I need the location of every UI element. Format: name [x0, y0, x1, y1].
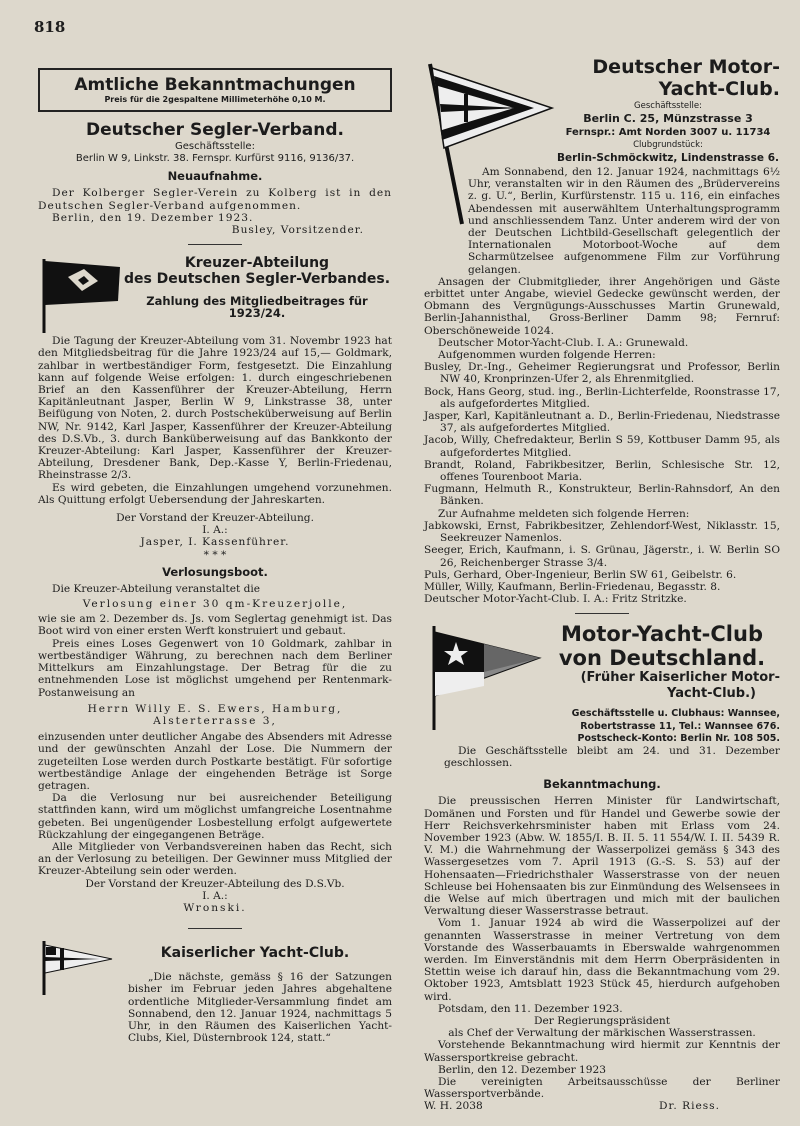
myc-text-1: Die preussischen Herren Minister für Landwirtschaft, Domänen und Forsten und für Handel und Gewerbe sowie der Herr Reichsverkehrsminister haben mit Erlass vom 24. November 1923 (Abw. W. 1855/I. B. II. 5. 11 554/W. I. II. 5439 R. V. M.) die Wahrnehmung der Wasserpolizei gemäss § 343 des Wassergesetzes vom 7. April 1913 (G.-S. S. 53) auf der Hohensaaten—Friedrichsthaler Wasserstrasse von der neuen Schleuse bei Hohensaaten bis zur Einmündung des Welsensees in die Welse auf mich übertragen und mich mit der baulichen Verwaltung dieser Wasserstrasse betraut.	[424, 795, 780, 918]
kreuzer-ia: I. A.:	[202, 524, 228, 537]
dmyc-club-label: Clubgrundstück:	[633, 140, 703, 151]
admitted-item: Jasper, Karl, Kapitänleutnant a. D., Berlin-Friedenau, Niedstrasse 37, als aufgefordertes Mitglied.	[424, 410, 780, 435]
kreuzer-subtitle: Zahlung des Mitgliedbeitrages für 1923/24.	[146, 294, 368, 321]
kreuzer-title-1: Kreuzer-Abteilung	[184, 255, 330, 272]
verlosung-ia: I. A.:	[202, 889, 228, 902]
dmyc-club-address: Berlin-Schmöckwitz, Lindenstrasse 6.	[556, 152, 779, 165]
left-column	[38, 68, 392, 1044]
myc-postcheck: Postscheck-Konto: Berlin Nr. 108 505.	[577, 732, 780, 744]
myc-header	[424, 622, 780, 745]
kreuzer-text-1: Die Tagung der Kreuzer-Abteilung vom 31. Novembr 1923 hat den Mitgliedsbeitrag für die Jahre 1923/24 auf 15,— Goldmark, zahlbar in wertbeständiger Form, festgesetzt. Die Einzahlung kann auf folgende Weise erfolgen: 1. durch eingeschriebenen Brief an den Kassenführer der Kreuzer-Abteilung, Herrn Kapitänleutnant Jasper, Berlin W 9, Linkstrasse 38, unter Beifügung von Noten, 2. durch Postscheküberweisung auf Berlin NW, Nr. 9142, Karl Jasper, Kassenführer der Kreuzer-Abteilung des D.S.Vb., 3. durch Banküberweisung auf das Bankkonto der Kreuzer-Abteilung: Karl Jasper, Kassenführer der Kreuzer-Abteilung, Dresdener Bank, Dep.-Kasse Y, Berlin-Friedenau, Rheinstrasse 2/3.	[38, 335, 392, 482]
myc-closed: Die Geschäftsstelle bleibt am 24. und 31. Dezember geschlossen.	[444, 744, 780, 770]
dmyc-sign-2: Deutscher Motor-Yacht-Club. I. A.: Fritz Stritzke.	[424, 593, 687, 606]
verlosung-signature: Wronski.	[183, 901, 247, 914]
neuaufnahme-heading: Neuaufnahme.	[167, 169, 263, 184]
myc-text-3: Vorstehende Bekanntmachung wird hiermit zur Kenntnis der Wassersportkreise gebracht.	[424, 1039, 780, 1064]
kaiserlicher-flag-icon	[38, 937, 118, 997]
myc-date-2: Berlin, den 12. Dezember 1923	[438, 1063, 607, 1076]
kaiserlicher-title: Kaiserlicher Yacht-Club.	[160, 945, 350, 962]
dmyc-text-1: Am Sonnabend, den 12. Januar 1924, nachmittags 6½ Uhr, veranstalten wir in den Räumen des „Brüdervereins z. g. U.“, Berlin, Kurfürstenstr. 115 u. 116, ein einfaches Abendessen mit auserwähltem Unterhaltungsprogramm und anschliessendem Tanz. Unter anderem wird der von der Deutschen Lichtbild-Gesellschaft gelegentlich der Internationalen Motorboot-Woche auf dem Scharmützelsee aufgenommene Film zur Vorführung gelangen.	[468, 166, 780, 276]
myc-signature: Dr. Riess.	[658, 1100, 720, 1113]
myc-office: Geschäftsstelle u. Clubhaus: Wannsee,	[571, 708, 780, 720]
myc-authority-2: als Chef der Verwaltung der märkischen Wasserstrassen.	[448, 1027, 756, 1040]
verlosung-text-3: einzusenden unter deutlicher Angabe des Absenders mit Adresse und der gewünschten Anzahl der Lose. Die Nummern der zugeteilten Lose werden durch Postkarte bestätigt. Für sofortige wertbeständige Anlage der eingehenden Beträge ist Sorge getragen.	[38, 731, 392, 792]
applied-item: Jabkowski, Ernst, Fabrikbesitzer, Zehlendorf-West, Niklasstr. 15, Seekreuzer Namenlos.	[424, 519, 780, 545]
segler-address: Berlin W 9, Linkstr. 38. Fernspr. Kurfürst 9116, 9136/37.	[75, 153, 355, 165]
verlosung-line-1: Die Kreuzer-Abteilung veranstaltet die	[52, 582, 261, 595]
applied-item: Puls, Gerhard, Ober-Ingenieur, Berlin SW 61, Geibelstr. 6.	[424, 568, 737, 581]
myc-text-2: Vom 1. Januar 1924 ab wird die Wasserpolizei auf der genannten Wasserstrasse in meiner Vertretung von dem Vorstande des Wasserbauamts in Eberswalde wahrgenommen werden. Im Einverständnis mit dem Herrn Oberpräsidenten in Stettin weise ich darauf hin, dass die Bekanntmachung vom 29. Oktober 1923, Amtsblatt 1923 Stück 45, hierdurch aufgehoben wird.	[424, 917, 780, 1003]
dmyc-admitted-label: Aufgenommen wurden folgende Herren:	[438, 349, 656, 362]
dmyc-address: Berlin C. 25, Münzstrasse 3	[583, 112, 753, 126]
segler-signature: Busley, Vorsitzender.	[231, 224, 364, 237]
verlosung-text-1: wie sie am 2. Dezember ds. Js. vom Seglertag genehmigt ist. Das Boot wird von einer ersten Werft konstruiert und gebaut.	[38, 613, 392, 638]
verlosung-text-2: Preis eines Loses Gegenwert von 10 Goldmark, zahlbar in wertbeständiger Währung, zu berechnen nach dem Berliner Mittelkurs am Einzahlungstage. Der Betrag für die zu entnehmenden Lose ist möglichst umgehend per Rentenmark-Postanweisung an	[38, 637, 392, 699]
myc-footer	[424, 1100, 780, 1112]
verlosung-heading: Verlosungsboot.	[162, 564, 268, 579]
page-number: 818	[34, 18, 66, 36]
verlosung-text-5: Alle Mitglieder von Verbandsvereinen haben das Recht, sich an der Verlosung zu beteiligen. Der Gewinner muss Mitglied der Kreuzer-Abteilung sein oder werden.	[38, 840, 392, 878]
verlosung-text-4: Da die Verlosung nur bei ausreichender Beteiligung stattfinden kann, wird um möglichst umfangreiche Losentnahme gebeten. Bei ungenügender Losbestellung erfolgt aufgewertete Rückzahlung der eingegangenen Beträge.	[38, 792, 392, 841]
dmyc-sign-1: Deutscher Motor-Yacht-Club. I. A.: Grunewald.	[438, 336, 689, 349]
kreuzer-signature: Jasper, I. Kassenführer.	[140, 536, 290, 549]
kreuzer-board: Der Vorstand der Kreuzer-Abteilung.	[116, 512, 314, 525]
admitted-item: Bock, Hans Georg, stud. ing., Berlin-Lichterfelde, Roonstrasse 17, als aufgefordertes Mitglied.	[424, 385, 780, 410]
divider	[575, 613, 629, 614]
dmyc-text-2: Ansagen der Clubmitglieder, ihrer Angehörigen und Gäste erbittet unter Angabe, wieviel Gedecke gewünscht werden, der Obmann des Vergnügungs-Ausschusses Martin Grunewald, Berlin-Jahannisthal, Gross-Berliner Damm 98; Fernruf: Oberschöneweide 1024.	[424, 275, 780, 337]
verlosung-recipient: Herrn Willy E. S. Ewers, Hamburg, Alsterterrasse 3,	[87, 702, 343, 727]
right-column	[424, 56, 780, 1113]
applied-item: Seeger, Erich, Kaufmann, i. S. Grünau, Jägerstr., i. W. Berlin SO 26, Reichenberger Strasse 3/4.	[424, 544, 780, 569]
segler-office-label: Geschäftsstelle:	[175, 141, 255, 152]
myc-former-1: (Früher Kaiserlicher Motor-	[580, 670, 780, 686]
kreuzer-header	[38, 253, 392, 335]
myc-office-2: Robertstrasse 11, Tel.: Wannsee 676.	[580, 720, 780, 732]
myc-former-2: Yacht-Club.)	[666, 686, 756, 702]
myc-title-2: von Deutschland.	[558, 646, 766, 671]
myc-heading: Bekanntmachung.	[543, 777, 661, 792]
segler-date: Berlin, den 19. Dezember 1923.	[52, 211, 254, 224]
amtliche-title: Amtliche Bekanntmachungen	[74, 75, 356, 95]
admitted-item: Busley, Dr.-Ing., Geheimer Regierungsrat und Professor, Berlin NW 40, Kronprinzen-Ufer 2, als Ehrenmitglied.	[424, 361, 780, 386]
admitted-item: Brandt, Roland, Fabrikbesitzer, Berlin, Schlesische Str. 12, offenes Tourenboot Maria.	[424, 458, 780, 484]
verlosung-board: Der Vorstand der Kreuzer-Abteilung des D.S.Vb.	[85, 877, 345, 890]
kreuzer-flag-icon	[38, 253, 122, 335]
divider	[188, 244, 242, 245]
myc-flag-icon	[424, 622, 544, 732]
applied-item: Müller, Willy, Kaufmann, Berlin-Friedenau, Begasstr. 8.	[424, 580, 721, 593]
neuaufnahme-text: Der Kolberger Segler-Verein zu Kolberg ist in den Deutschen Segler-Verband aufgenommen.	[38, 187, 392, 212]
verlosung-line-2: Verlosung einer 30 qm-Kreuzerjolle,	[82, 598, 348, 611]
kreuzer-title-2: des Deutschen Segler-Verbandes.	[123, 271, 391, 288]
segler-verband-title: Deutscher Segler-Verband.	[85, 120, 344, 140]
dmyc-applied-label: Zur Aufnahme meldeten sich folgende Herren:	[438, 507, 690, 520]
amtliche-header-box	[38, 68, 392, 112]
myc-title-1: Motor-Yacht-Club	[561, 622, 763, 647]
myc-code: W. H. 2038	[424, 1100, 483, 1113]
kreuzer-text-2: Es wird gebeten, die Einzahlungen umgehend vorzunehmen. Als Quittung erfolgt Uebersendung der Jahreskarten.	[38, 481, 392, 506]
admitted-item: Fugmann, Helmuth R., Konstrukteur, Berlin-Rahnsdorf, An den Bänken.	[424, 483, 780, 508]
dmyc-office-label: Geschäftsstelle:	[634, 101, 702, 111]
admitted-item: Jacob, Willy, Chefredakteur, Berlin S 59, Kottbuser Damm 95, als aufgefordertes Mitglied.	[424, 434, 780, 459]
amtliche-subtitle: Preis für die 2gespaltene Millimeterhöhe 0,10 M.	[104, 95, 326, 104]
dmyc-phone: Fernspr.: Amt Norden 3007 u. 11734	[565, 127, 771, 139]
stars-divider: * * *	[203, 548, 227, 561]
myc-date: Potsdam, den 11. Dezember 1923.	[438, 1002, 623, 1015]
kaiserlicher-text: „Die nächste, gemäss § 16 der Satzungen bisher im Februar jeden Jahres abgehaltene ordentliche Mitglieder-Versammlung findet am Sonnabend, den 12. Januar 1924, nachmittags 5 Uhr, in den Räumen des Kaiserlichen Yacht-Clubs, Kiel, Düsternbrook 124, statt.“	[128, 971, 392, 1045]
dmyc-title: Deutscher Motor-Yacht-Club.	[592, 56, 780, 100]
myc-authority-3: Die vereinigten Arbeitsausschüsse der Berliner Wassersportverbände.	[424, 1076, 780, 1101]
myc-authority-1: Der Regierungspräsident	[534, 1014, 670, 1027]
divider	[188, 928, 242, 929]
